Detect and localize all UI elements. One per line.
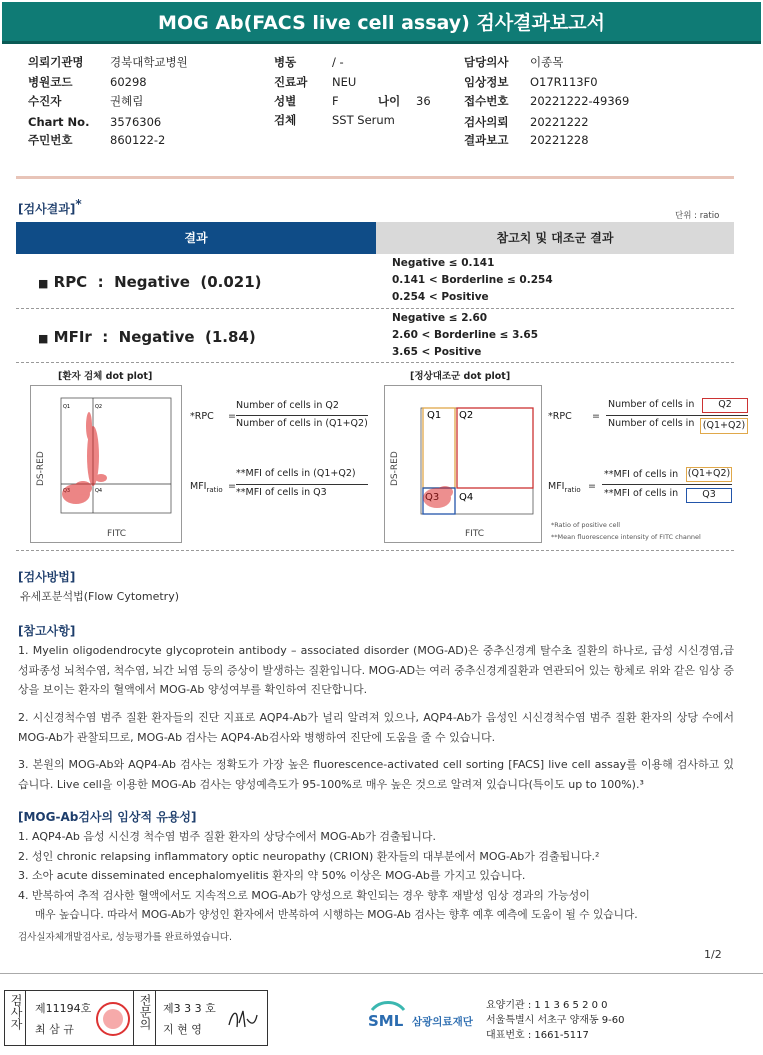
header-key: 수진자 [28,94,62,108]
method-title: [검사방법] [18,570,76,584]
row-divider [16,550,734,551]
reference-p3: 3. 본원의 MOG-Ab와 AQP4-Ab 검사는 정확도가 가장 높은 fluorescence-activated cell sorting [FACS] live cell assay를 이용해 검사하고 있습니다. Live cell을 이용한 MOG-Ab 검사는 양성예측도가 95-100%로 매우 높은 것으로 알려져 있습니다(특이도 up to 100%).³ [18,758,734,791]
q2-label: Q2 [95,404,103,410]
header-key: 임상정보 [464,74,509,89]
header-value: O17R113F0 [530,74,598,89]
header-key: 담당의사 [464,55,509,69]
signer-1-name: 최 삼 규 [35,1023,74,1036]
report-title: MOG Ab(FACS live cell assay) 검사결과보고서 [2,2,761,44]
mfir-reference: Negative ≤ 2.60 2.60 < Borderline ≤ 3.65 3.65 < Positive [392,312,539,358]
header-key: 의뢰기관명 [28,55,84,69]
equals: = [228,411,236,422]
reference-title: [참고사항] [18,624,76,638]
signature-box [4,990,268,1046]
reference-p2: 2. 시신경척수염 범주 질환 환자들의 진단 지표로 AQP4-Ab가 널리 알려져 있으나, AQP4-Ab가 음성인 시신경척수염 범주 질환 환자의 상당 수에서 MOG-Ab가 관찰되므로, MOG-Ab 검사는 AQP4-Ab검사와 병행하여 진단에 도움을 줄 수 있습니다. [18,711,734,744]
header-key: 주민번호 [28,133,73,147]
q4-label: Q4 [95,488,103,494]
header-info [0,53,763,153]
mfi-label: $MFI_{ratio}$ [548,481,581,494]
results-title: [검사결과]* [18,197,82,216]
header-key: 병원코드 [28,74,73,89]
signer-2-label: 전문의 [138,994,152,1030]
q1-label: Q1 [63,404,71,410]
signature-icon [225,1005,261,1035]
rpc-result: ■ RPC : Negative (0.021) [38,273,262,291]
q4-label: Q4 [459,492,474,503]
seal-stamp-icon [95,1001,131,1037]
signer-1-number: 제11194호 [35,1002,92,1015]
org-code: 요양기관 : 1 1 3 6 5 2 0 0 [486,1000,608,1011]
header-value: 860122-2 [110,133,166,147]
signer-2-number: 제3 3 3 호 [163,1002,216,1015]
method-text: 유세포분석법(Flow Cytometry) [20,590,180,603]
utility-item: 4. 반복하여 추적 검사한 혈액에서도 지속적으로 MOG-Ab가 양성으로 확인되는 경우 향후 재발성 임상 경과의 가능성이 [18,888,590,902]
header-key: 검사의뢰 [464,115,509,129]
row-divider [16,308,734,309]
org-name: 삼광의료재단 [412,1016,473,1028]
header-value: 20221222 [530,115,589,129]
rpc-numerator: Number of cells in Q2 [236,400,339,411]
note-2: **Mean fluorescence intensity of FITC channel [551,533,701,541]
signer-1-label: 검사자 [9,994,23,1030]
header-key: 성별 [274,94,297,108]
y-axis-label: DS-RED [390,451,400,486]
y-axis-label: DS-RED [36,451,46,486]
utility-item: 3. 소아 acute disseminated encephalomyelitis 환자의 약 50% 이상은 MOG-Ab를 가지고 있습니다. [18,869,526,882]
q2-label: Q2 [459,410,474,421]
patient-plot-title: [환자 검체 dot plot] [58,371,153,382]
utility-item: 매우 높습니다. 따라서 MOG-Ab가 양성인 환자에서 반복하여 시행하는 MOG-Ab 검사는 향후 예후 예측에 도움이 될 수 있습니다. [18,908,638,921]
utility-item: 2. 성인 chronic relapsing inflammatory optic neuropathy (CRION) 환자들의 대부분에서 MOG-Ab가 검출됩니다.² [18,849,600,863]
header-value: F [332,94,339,108]
header-value: NEU [332,74,357,89]
note-1: *Ratio of positive cell [551,521,621,529]
patient-dot-plot [31,386,181,542]
reference-column-header: 참고치 및 대조군 결과 [376,222,734,254]
header-value: 이종목 [530,55,564,69]
equals: = [228,481,236,492]
svg-text:SML: SML [368,1012,404,1030]
q1q2-box: (Q1+Q2) [700,418,748,434]
header-value: 경북대학교병원 [110,55,188,69]
org-address: 서울특별시 서초구 양재동 9-60 [486,1015,625,1026]
result-column-header: 결과 [16,222,376,254]
header-key: 진료과 [274,74,308,89]
footer-note: 검사실자체개발검사로, 성능평가를 완료하였습니다. [18,932,232,943]
fraction-line [236,415,368,416]
control-cell-dots [423,486,453,508]
q1-label: Q1 [427,410,442,421]
header-key: 검체 [274,113,297,127]
footer-divider [0,973,763,974]
header-value: 20221228 [530,133,589,147]
divider [16,176,734,179]
rpc-label: *RPC [190,411,214,422]
header-key: 접수번호 [464,94,509,108]
control-plot-title: [정상대조군 dot plot] [410,371,511,382]
age-label: 나이 [378,94,401,108]
header-key: Chart No. [28,115,90,129]
mfir-result: ■ MFIr : Negative (1.84) [38,328,256,346]
q1q2-box: (Q1+Q2) [686,467,732,482]
rpc-denominator: Number of cells in (Q1+Q2) [236,418,368,429]
control-plot-box [384,385,542,543]
utility-item: 1. AQP4-Ab 음성 시신경 척수염 범주 질환 환자의 상당수에서 MOG-Ab가 검출됩니다. [18,830,436,843]
mfi-label: $MFI_{ratio}$ [190,481,223,494]
q2-box: Q2 [702,398,748,413]
page-number: 1/2 [704,948,722,961]
header-key: 병동 [274,55,297,69]
sml-logo-icon [366,998,410,1034]
mfi-denominator: **MFI of cells in Q3 [236,487,327,498]
rpc-numerator: Number of cells in [608,399,695,410]
mfi-denominator: **MFI of cells in [604,488,679,499]
org-info [486,998,625,1043]
rpc-denominator: Number of cells in [608,418,695,429]
mfi-numerator: **MFI of cells in [604,469,679,480]
row-divider [16,362,734,363]
signer-2-name: 지 현 영 [163,1023,202,1036]
org-tel: 대표번호 : 1661-5117 [486,1030,589,1041]
utility-list [18,827,738,925]
patient-plot-box [30,385,182,543]
reference-p1: 1. Myelin oligodendrocyte glycoprotein antibody – associated disorder (MOG-AD)은 중추신경계 탈수초 질환의 하나로, 급성 시신경염,급성파종성 뇌척수염, 척수염, 뇌간 뇌염 등의 증상이 발생하는 질환입니다. MOG-AD는 여러 중추신경계질환과 연관되어 있는 항체로 위와 같은 임상 증상을 보이는 환자의 혈액에서 MOG-Ab 양성여부를 확인하여 진단합니다. [18,644,734,696]
mfi-numerator: **MFI of cells in (Q1+Q2) [236,468,356,479]
x-axis-label: FITC [107,529,127,539]
fraction-line [236,484,368,485]
header-value: / - [332,55,344,69]
header-key: 결과보고 [464,133,509,147]
utility-title: [MOG-Ab검사의 임상적 유용성] [18,810,197,824]
rpc-reference: Negative ≤ 0.141 0.141 < Borderline ≤ 0.254 0.254 < Positive [392,257,553,303]
fraction-line [602,484,732,485]
header-value: 60298 [110,74,147,89]
control-dot-plot [385,386,541,542]
rpc-label: *RPC [548,411,572,422]
header-value: 권혜림 [110,94,144,108]
equals: = [592,411,600,422]
x-axis-label: FITC [465,529,485,539]
unit-label: 단위 : ratio [675,211,720,221]
header-value: SST Serum [332,113,395,127]
equals: = [588,481,596,492]
q3-box: Q3 [686,488,732,503]
header-value: 3576306 [110,115,162,129]
header-value: 20221222-49369 [530,94,630,108]
fraction-line [606,415,748,416]
age-value: 36 [416,94,431,108]
